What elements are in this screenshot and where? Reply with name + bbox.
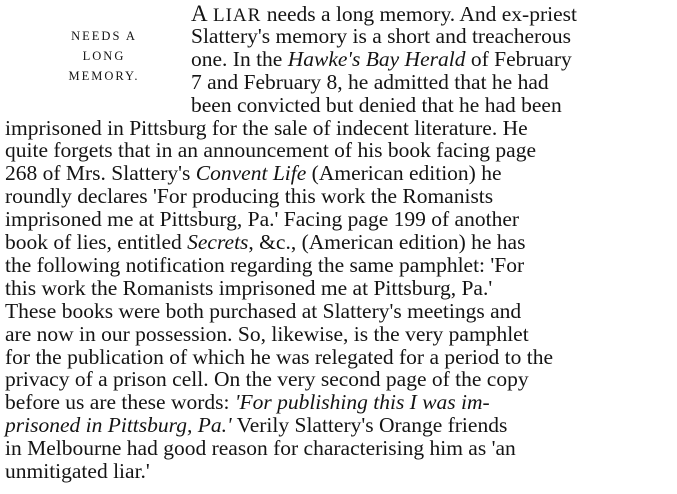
italic-segment: 'For publishing this I was im-	[234, 390, 490, 415]
text-line	[5, 321, 529, 346]
text-line	[5, 415, 507, 436]
lead-initial: A	[191, 1, 208, 26]
text-segment: before us are these words:	[5, 390, 235, 415]
text-line	[5, 209, 519, 230]
italic-segment: Secrets	[187, 230, 249, 254]
italic-segment: Convent Life	[195, 161, 307, 186]
text-line	[191, 69, 549, 94]
text-segment: in Melbourne had good reason for characterising him as 'an	[5, 436, 516, 461]
text-line	[5, 252, 525, 277]
text-segment: , &c., (American edition) he has	[248, 230, 526, 254]
text-line	[191, 92, 562, 117]
text-segment: one. In the	[191, 46, 288, 71]
text-segment: of February	[465, 46, 572, 71]
text-segment: 268 of Mrs. Slattery's	[5, 161, 196, 186]
text-segment: unmitigated liar.'	[5, 459, 150, 483]
text-segment: this work the Romanists imprisoned me at Pittsburg, Pa.'	[5, 275, 493, 300]
marginal-heading-line: NEEDS A	[71, 29, 137, 43]
text-segment: (American edition) he	[306, 161, 502, 186]
text-line	[5, 461, 150, 482]
text-segment: privacy of a prison cell. On the very second page of the copy	[5, 367, 529, 392]
text-line	[191, 23, 572, 48]
text-segment: the following notification regarding the same pamphlet: 'For	[5, 252, 525, 277]
text-segment: 7 and February 8, he admitted that he had	[191, 69, 549, 94]
text-line	[5, 369, 529, 390]
text-segment: quite forgets that in an announcement of his book facing page	[5, 138, 536, 163]
text-line	[5, 163, 502, 184]
text-segment: are now in our possession. So, likewise, is the very pamphlet	[5, 321, 529, 346]
text-line	[191, 3, 577, 26]
marginal-heading-line: MEMORY.	[68, 69, 140, 83]
text-line	[5, 140, 536, 161]
text-segment: These books were both purchased at Slattery's meetings and	[5, 298, 522, 323]
lead-smallcaps: LIAR	[213, 5, 262, 26]
marginal-heading-line: LONG	[82, 49, 126, 63]
text-line	[5, 115, 528, 140]
text-segment: book of lies, entitled	[5, 230, 188, 254]
text-segment: roundly declares 'For producing this work the Romanists	[5, 184, 494, 209]
text-line	[5, 275, 493, 300]
italic-segment: Hawke's Bay Herald	[287, 46, 466, 71]
text-segment: Verily Slattery's Orange friends	[231, 413, 508, 438]
text-segment: been convicted but denied that he had been	[191, 92, 562, 117]
italic-segment: prisoned in Pittsburg, Pa.'	[5, 413, 232, 438]
marginal-heading	[38, 26, 170, 86]
text-segment: imprisoned in Pittsburg for the sale of indecent literature. He	[5, 115, 528, 140]
text-segment: imprisoned me at Pittsburg, Pa.' Facing page 199 of another	[5, 207, 520, 232]
text-segment: Slattery's memory is a short and treacherous	[191, 23, 572, 48]
text-line	[5, 392, 490, 413]
text-line	[5, 438, 516, 459]
text-line	[5, 298, 522, 323]
text-segment: needs a long memory. And ex-priest	[261, 2, 577, 26]
text-line	[191, 46, 572, 71]
text-segment: for the publication of which he was relegated for a period to the	[5, 344, 554, 369]
text-line	[5, 232, 525, 253]
text-line	[5, 344, 554, 369]
text-line	[5, 186, 493, 207]
